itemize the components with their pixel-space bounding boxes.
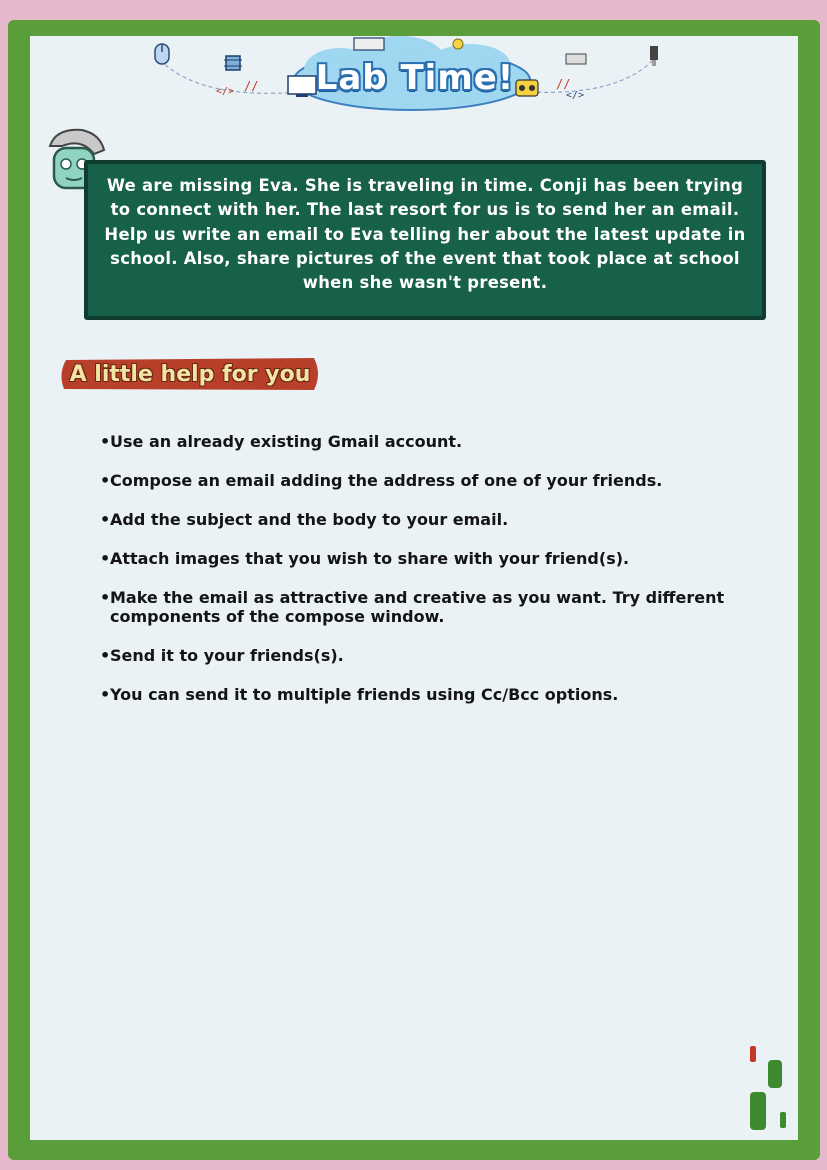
mouse-icon bbox=[155, 44, 169, 64]
page-title-wrap bbox=[300, 48, 530, 108]
help-banner bbox=[60, 356, 320, 392]
tip-item: • Add the subject and the body to your email. bbox=[100, 510, 740, 529]
tip-item: • Send it to your friends(s). bbox=[100, 646, 740, 665]
tips-list bbox=[100, 432, 740, 724]
intro-board bbox=[84, 160, 766, 320]
svg-text://: // bbox=[556, 77, 571, 91]
intro-text: We are missing Eva. She is traveling in time. Conji has been trying to connect with her. The last resort for us is to send her an email. Help us write an email to Eva telling her about the latest update in school. Also, share pictures of the event that took place at school when she wasn't present. bbox=[104, 176, 746, 293]
help-heading: A little help for you bbox=[69, 361, 311, 387]
tip-item: • Use an already existing Gmail account. bbox=[100, 432, 740, 451]
chip-icon bbox=[224, 56, 242, 70]
usb-icon bbox=[650, 46, 658, 66]
tip-item: • Make the email as attractive and creative as you want. Try different components of the compose window. bbox=[100, 588, 740, 626]
tip-item: • Compose an email adding the address of one of your friends. bbox=[100, 471, 740, 490]
tip-item: • You can send it to multiple friends using Cc/Bcc options. bbox=[100, 685, 740, 704]
svg-text:</>: </> bbox=[566, 90, 585, 101]
paint-marks-decoration bbox=[740, 1040, 800, 1140]
svg-text:</>: </> bbox=[216, 86, 235, 97]
tip-item: • Attach images that you wish to share with your friend(s). bbox=[100, 549, 740, 568]
svg-text://: // bbox=[244, 79, 259, 93]
page-title: Lab Time! bbox=[315, 58, 515, 98]
